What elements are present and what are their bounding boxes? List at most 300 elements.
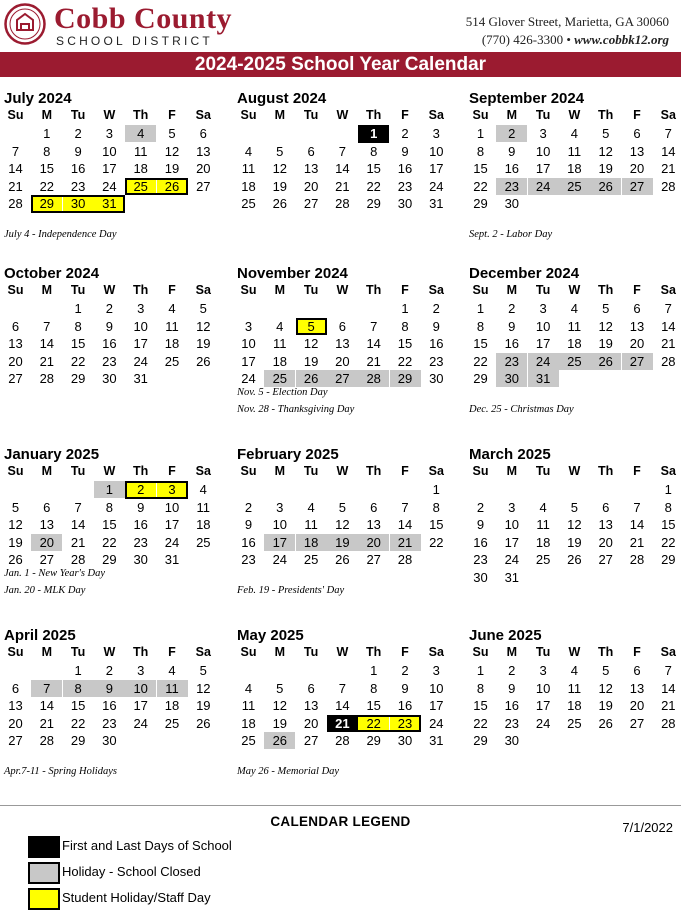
month-calendar [239,619,455,794]
calendar-day: 14 [397,517,413,532]
calendar-day: 8 [63,680,94,697]
calendar-day: 14 [39,336,55,351]
calendar-day: 25 [303,552,319,567]
calendar-day: 16 [397,698,413,713]
calendar-day: 21 [70,534,86,550]
weekday-header: Tu [303,283,319,297]
weekday-header: W [336,464,349,478]
calendar-day: 23 [429,353,444,369]
calendar-day: 4 [570,301,578,316]
weekday-header: M [506,645,517,659]
calendar-day: 30 [397,196,413,211]
calendar-day: 10 [241,336,256,351]
calendar-day: 21 [390,534,421,551]
calendar-day: 12 [598,680,613,696]
calendar-day: 28 [661,178,676,194]
calendar-day: 12 [567,517,582,532]
calendar-day: 27 [39,552,55,567]
calendar-day: 22 [661,534,676,550]
calendar-day: 15 [366,698,381,713]
calendar-day: 21 [327,715,358,732]
month-calendar [6,438,222,613]
calendar-day: 5 [602,126,610,141]
month-calendar [471,438,681,613]
calendar-day: 21 [661,161,676,176]
weekday-header: Su [472,108,489,122]
calendar-day: 15 [366,161,381,176]
calendar-day: 19 [598,698,613,713]
calendar-day: 29 [102,552,117,567]
calendar-day: 2 [401,126,409,141]
weekday-header: W [336,108,349,122]
calendar-day: 3 [539,301,547,316]
calendar-day: 19 [598,336,613,351]
calendar-day: 7 [43,318,51,334]
calendar-day: 2 [105,663,113,678]
calendar-day: 15 [70,336,86,351]
month-title: April 2025 [4,627,76,644]
weekday-header: M [506,108,517,122]
calendar-day: 9 [74,143,82,159]
weekday-header: Tu [303,464,319,478]
calendar-day: 7 [664,301,672,316]
calendar-day: 4 [199,482,207,497]
calendar-day: 31 [429,196,444,211]
calendar-day: 1 [476,301,485,316]
calendar-day: 14 [39,698,55,713]
calendar-day: 12 [164,143,180,159]
calendar-day: 4 [570,663,578,678]
calendar-day: 9 [94,680,125,697]
calendar-day: 10 [125,680,156,697]
calendar-day: 11 [567,143,582,159]
weekday-header: W [568,464,581,478]
calendar-day: 30 [473,569,488,585]
weekday-header: Th [598,283,614,297]
calendar-day: 30 [133,552,148,567]
calendar-day: 12 [272,698,288,713]
calendar-day: 11 [567,680,582,696]
calendar-day: 26 [264,732,295,749]
calendar-day: 5 [570,499,578,515]
calendar-day: 9 [508,318,516,334]
weekday-header: Su [240,464,257,478]
calendar-day: 1 [432,482,440,497]
weekday-header: Th [598,108,614,122]
calendar-day: 2 [401,663,409,678]
weekday-header: W [568,108,581,122]
calendar-day: 6 [633,126,641,141]
calendar-day: 26 [598,715,613,731]
calendar-day: 8 [370,143,378,159]
calendar-day: 3 [508,499,516,515]
calendar-day: 16 [70,161,86,176]
weekday-header: Su [240,645,257,659]
calendar-day: 14 [366,336,381,351]
calendar-day: 11 [241,161,256,176]
calendar-day: 18 [164,336,180,351]
calendar-day: 21 [661,336,676,351]
calendar-day: 13 [196,143,211,159]
calendar-day: 27 [327,370,358,387]
holiday-note: Jan. 1 - New Year's Day [4,568,106,579]
legend-swatch-black [28,836,60,858]
calendar-day: 12 [598,318,613,334]
weekday-header: Tu [535,108,551,122]
calendar-day: 16 [102,698,117,713]
legend-title: CALENDAR LEGEND [270,814,411,829]
calendar-day: 22 [473,715,488,731]
calendar-day: 26 [335,552,350,567]
calendar-day: 14 [661,680,676,696]
calendar-day: 17 [535,698,551,713]
calendar-day: 19 [327,534,358,551]
calendar-day: 18 [567,698,582,713]
calendar-day: 17 [133,698,148,713]
calendar-day: 27 [629,715,645,731]
calendar-day: 12 [272,161,288,176]
calendar-day: 20 [629,336,645,351]
calendar-day: 11 [304,517,318,532]
calendar-day: 14 [629,517,645,532]
calendar-day: 20 [8,353,23,369]
calendar-day: 9 [105,318,113,334]
calendar-day: 24 [535,715,551,731]
weekday-header: F [401,283,409,297]
weekday-header: Su [240,108,257,122]
calendar-day: 6 [11,318,20,334]
month-calendar [471,257,681,432]
brand-name: Cobb County [54,2,233,35]
calendar-day: 9 [244,517,253,532]
calendar-day: 30 [496,370,527,387]
holiday-note: July 4 - Independence Day [4,229,117,240]
calendar-day: 11 [157,680,188,697]
weekday-header: M [274,108,285,122]
calendar-day: 10 [535,318,551,334]
calendar-day: 26 [567,552,582,567]
calendar-day: 8 [432,499,440,515]
weekday-header: Sa [428,108,444,122]
weekday-header: M [506,283,517,297]
calendar-day: 3 [539,663,547,678]
calendar-day: 2 [125,481,156,498]
calendar-day: 3 [432,663,440,678]
calendar-day: 4 [244,680,253,696]
calendar-day: 27 [8,733,23,748]
weekday-header: Tu [70,645,86,659]
calendar-day: 27 [598,552,613,567]
calendar-day: 28 [661,715,676,731]
calendar-day: 7 [74,499,82,515]
weekday-header: W [336,645,349,659]
calendar-day: 6 [11,680,20,696]
calendar-day: 24 [528,353,559,370]
calendar-day: 1 [74,663,82,678]
calendar-day: 27 [303,196,319,211]
calendar-day: 14 [70,517,86,532]
calendar-day: 1 [401,301,409,316]
calendar-day: 13 [335,336,350,351]
calendar-day: 30 [429,371,444,386]
weekday-header: Tu [535,283,551,297]
calendar-day: 26 [590,178,621,195]
calendar-day: 1 [370,663,378,678]
calendar-day: 2 [508,301,516,316]
calendar-day: 15 [102,517,117,532]
calendar-day: 16 [473,534,488,550]
calendar-day: 28 [358,370,389,387]
calendar-day: 4 [168,301,176,316]
calendar-day: 12 [335,517,350,532]
calendar-day: 27 [8,371,23,386]
calendar-day: 23 [133,534,148,550]
calendar-day: 16 [504,698,520,713]
calendar-day: 17 [102,161,117,176]
calendar-day: 10 [272,517,288,532]
weekday-header: F [633,645,641,659]
calendar-banner-title: 2024-2025 School Year Calendar [0,52,681,77]
calendar-day: 18 [567,161,582,176]
calendar-day: 28 [39,371,55,386]
calendar-day: 29 [473,371,488,386]
calendar-day: 26 [8,552,23,567]
weekday-header: Su [7,645,24,659]
month-calendar [6,257,222,432]
brand-subtitle: SCHOOL DISTRICT [56,34,213,48]
weekday-header: W [103,464,116,478]
weekday-header: Th [133,108,149,122]
month-title: October 2024 [4,265,100,282]
calendar-day: 3 [157,481,188,498]
district-address: 514 Glover Street, Marietta, GA 30060 [465,14,669,29]
calendar-day: 21 [335,178,350,194]
calendar-day: 30 [63,195,94,212]
weekday-header: F [401,108,409,122]
calendar-day: 2 [244,499,253,515]
calendar-day: 10 [133,318,148,334]
month-title: March 2025 [469,446,551,463]
calendar-day: 1 [94,481,125,498]
calendar-day: 16 [102,336,117,351]
calendar-day: 21 [8,178,23,194]
calendar-day: 2 [476,499,485,515]
calendar-day: 29 [366,196,381,211]
calendar-day: 20 [303,715,319,731]
weekday-header: F [633,283,641,297]
calendar-day: 7 [664,663,672,678]
calendar-day: 11 [196,499,211,515]
calendar-day: 4 [168,663,176,678]
calendar-day: 21 [39,715,55,731]
calendar-day: 25 [125,178,156,195]
weekday-header: Sa [428,464,444,478]
calendar-day: 19 [272,715,288,731]
calendar-day: 31 [164,552,180,567]
calendar-day: 8 [476,680,485,696]
calendar-day: 7 [401,499,409,515]
calendar-day: 21 [629,534,645,550]
month-title: June 2025 [469,627,542,644]
calendar-day: 19 [598,161,613,176]
holiday-note: Jan. 20 - MLK Day [4,585,86,596]
weekday-header: F [168,108,176,122]
calendar-day: 22 [397,353,413,369]
calendar-day: 27 [196,178,211,194]
calendar-day: 24 [272,552,288,567]
calendar-day: 29 [31,195,62,212]
legend-swatch-yellow [28,888,60,910]
weekday-header: M [41,464,52,478]
calendar-day: 15 [70,698,86,713]
weekday-header: W [103,108,116,122]
calendar-day: 28 [629,552,645,567]
calendar-day: 21 [661,698,676,713]
calendar-day: 9 [137,499,145,515]
weekday-header: Th [598,645,614,659]
calendar-day: 13 [303,161,319,176]
calendar-day: 12 [196,680,211,696]
calendar-day: 1 [664,482,672,497]
weekday-header: Th [366,108,382,122]
calendar-day: 18 [241,178,256,194]
weekday-header: M [41,645,52,659]
calendar-day: 31 [528,370,559,387]
district-logo-icon [4,3,46,45]
weekday-header: Th [598,464,614,478]
calendar-day: 26 [157,178,188,195]
month-calendar [239,257,455,432]
calendar-day: 18 [241,715,256,731]
calendar-day: 18 [296,534,327,551]
calendar-day: 14 [335,698,350,713]
calendar-day: 30 [504,733,520,748]
calendar-day: 5 [11,499,20,515]
weekday-header: Th [133,645,149,659]
calendar-day: 16 [504,161,520,176]
calendar-day: 13 [629,143,645,159]
calendar-day: 4 [276,318,284,334]
calendar-day: 17 [241,353,256,369]
calendar-day: 27 [366,552,381,567]
calendar-day: 24 [429,715,444,731]
calendar-day: 5 [602,301,610,316]
calendar-day: 28 [39,733,55,748]
calendar-day: 9 [401,680,409,696]
calendar-day: 9 [401,143,409,159]
calendar-day: 11 [273,336,287,351]
calendar-day: 6 [307,143,315,159]
calendar-day: 22 [39,178,55,194]
calendar-day: 13 [629,680,645,696]
calendar-day: 1 [476,126,485,141]
weekday-header: Su [472,283,489,297]
calendar-day: 28 [8,196,23,211]
holiday-note: Nov. 28 - Thanksgiving Day [237,404,355,415]
calendar-day: 23 [473,552,488,567]
website-link[interactable]: www.cobbk12.org [574,32,669,47]
weekday-header: M [274,645,285,659]
calendar-day: 30 [102,733,117,748]
calendar-day: 4 [125,125,156,142]
calendar-day: 20 [335,353,350,369]
calendar-day: 13 [39,517,55,532]
calendar-day: 25 [164,715,180,731]
weekday-header: Sa [195,464,211,478]
weekday-header: Th [133,464,149,478]
calendar-day: 15 [473,698,488,713]
month-calendar [239,82,455,257]
calendar-day: 3 [137,301,145,316]
month-title: May 2025 [237,627,304,644]
weekday-header: W [336,283,349,297]
calendar-day: 9 [432,318,440,334]
weekday-header: Su [472,645,489,659]
calendar-day: 8 [74,318,82,334]
calendar-day: 8 [664,499,672,515]
calendar-day: 2 [105,301,113,316]
calendar-day: 14 [8,161,23,176]
calendar-day: 3 [276,499,284,515]
calendar-day: 6 [633,301,641,316]
calendar-day: 16 [429,336,444,351]
calendar-day: 23 [241,552,256,567]
holiday-note: Feb. 19 - Presidents' Day [237,585,345,596]
calendar-day: 28 [335,196,350,211]
month-calendar [6,619,222,794]
calendar-day: 24 [429,178,444,194]
calendar-day: 10 [429,680,444,696]
weekday-header: Tu [535,645,551,659]
calendar-day: 10 [102,143,117,159]
weekday-header: Sa [660,464,676,478]
calendar-day: 8 [370,680,378,696]
weekday-header: Th [133,283,149,297]
calendar-day: 21 [366,353,381,369]
calendar-day: 6 [633,663,641,678]
weekday-header: F [633,464,641,478]
weekday-header: Su [7,108,24,122]
calendar-day: 25 [264,370,295,387]
legend-divider [0,805,681,806]
calendar-day: 1 [74,301,82,316]
calendar-day: 22 [102,534,117,550]
calendar-day: 24 [133,353,148,369]
weekday-header: Tu [303,645,319,659]
month-title: February 2025 [237,446,339,463]
calendar-day: 26 [196,353,211,369]
calendar-day: 26 [590,353,621,370]
calendar-day: 5 [199,663,207,678]
calendar-day: 11 [133,143,148,159]
calendar-day: 5 [199,301,207,316]
calendar-day: 7 [11,143,20,159]
calendar-day: 1 [358,125,389,142]
calendar-day: 8 [105,499,113,515]
calendar-day: 25 [559,353,590,370]
weekday-header: M [274,464,285,478]
calendar-day: 17 [133,336,148,351]
legend-swatch-gray [28,862,60,884]
calendar-day: 26 [196,715,211,731]
weekday-header: Sa [428,283,444,297]
weekday-header: Su [240,283,257,297]
calendar-day: 8 [401,318,409,334]
calendar-day: 25 [196,534,211,550]
calendar-day: 23 [504,715,520,731]
calendar-day: 4 [539,499,547,515]
calendar-day: 1 [476,663,485,678]
